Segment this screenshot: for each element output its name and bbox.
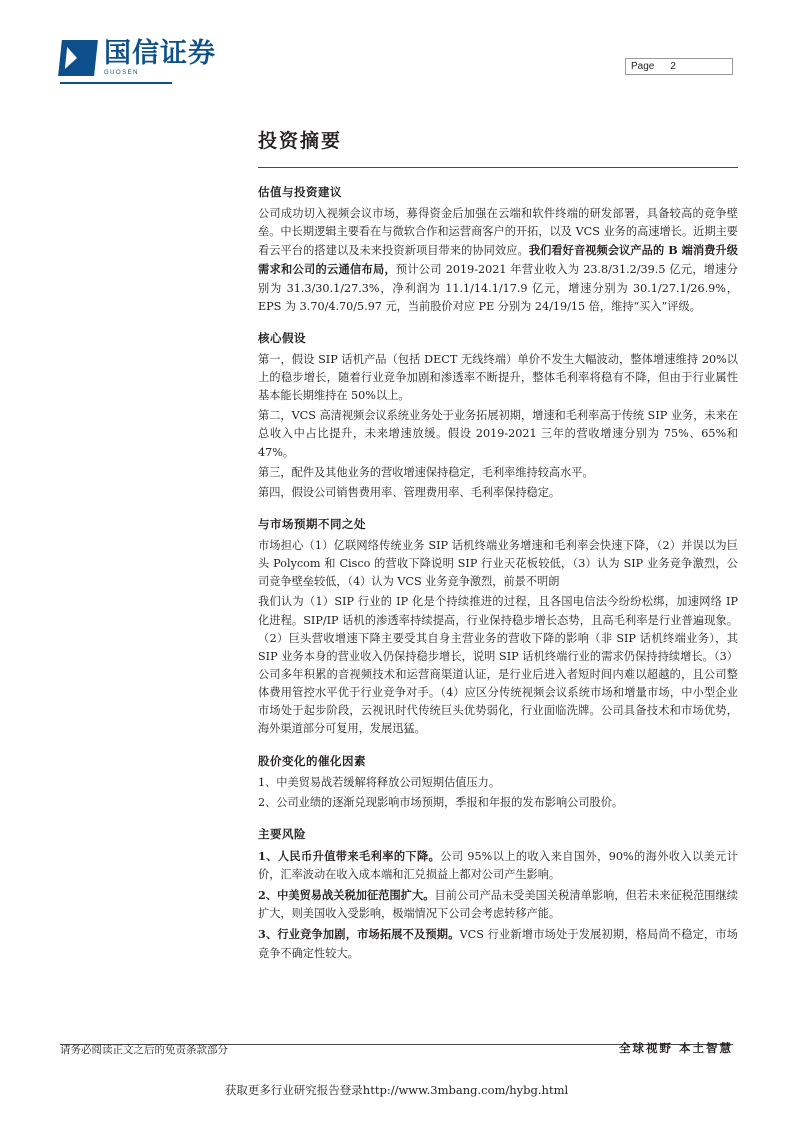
footer-source-note: 获取更多行业研究报告登录http://www.3mbang.com/hybg.html <box>224 1083 569 1097</box>
section-heading: 核心假设 <box>258 330 306 345</box>
section-paragraph <box>258 351 738 405</box>
page-number-badge <box>625 58 733 75</box>
paragraph-run: 第二，VCS 高清视频会议系统业务处于业务拓展初期，增速和毛利率高于传统 SIP 业务，未来在总收入中占比提升，未来增速放缓。假设 2019-2021 三年的营收增速分别为 75%、65%和 47%。 <box>258 409 738 459</box>
paragraph-run: 公司成功切入视频会议市场，募得资金后加强在云端和软件终端的研发部署，具备较高的竞争壁垒。中长期逻辑主要看在与微软合作和运营商客户的开拓，以及 VCS 业务的高速增长。近期主要看云平台的搭建以及未来投资新项目带来的协同效应。 <box>258 207 738 258</box>
page-title: 投资摘要 <box>258 130 343 152</box>
paragraph-run: 预计公司 2019-2021 年营业收入为 23.8/31.2/39.5 亿元，增速分别为 31.3/30.1/27.3%，净利润为 11.1/14.1/17.9 亿元，增速分别为 30.1/27.1/26.9%，EPS 为 3.70/4.70/5.97 元，当前股价对应 PE 分别为 24/19/15 倍，维持“买入”评级。 <box>258 263 738 313</box>
section-paragraph <box>258 464 738 482</box>
section-heading: 与市场预期不同之处 <box>258 516 366 531</box>
paragraph-run: 1、中美贸易战若缓解将释放公司短期估值压力。 <box>258 775 501 789</box>
document-body <box>258 126 738 970</box>
footer-disclaimer: 请务必阅读正文之后的免责条款部分 <box>60 1044 228 1056</box>
paragraph-run: 第三，配件及其他业务的营收增速保持稳定，毛利率维持较高水平。 <box>258 465 594 479</box>
guosen-logo-icon <box>58 40 98 76</box>
paragraph-run: 2、公司业绩的逐渐兑现影响市场预期，季报和年报的发布影响公司股价。 <box>258 795 624 809</box>
section-paragraph <box>258 407 738 461</box>
section-paragraph <box>258 925 738 962</box>
paragraph-run: 目前公司产品未受美国关税清单影响，但若未来征税范围继续扩大，则美国收入受影响，极端情况下公司会考虑转移产能。 <box>258 889 738 921</box>
logo-company-pinyin: GUOSEN <box>104 70 140 76</box>
paragraph-run-bold: 我们看好音视频会议产品的 B 端消费升级需求和公司的云通信布局， <box>258 243 738 277</box>
section-paragraph <box>258 593 738 738</box>
paragraph-run: 第一，假设 SIP 话机产品（包括 DECT 无线终端）单价不发生大幅波动，整体增速维持 20%以上的稳步增长，随着行业竞争加剧和渗透率不断提升，整体毛利率将稳有不降，但由于行业属性基本能长期维持在 50%以上。 <box>258 352 738 403</box>
section-heading: 估值与投资建议 <box>258 185 342 199</box>
paragraph-run-bold: 1、人民币升值带来毛利率的下降。 <box>258 848 441 863</box>
section-paragraph <box>258 847 738 884</box>
section-paragraph <box>258 205 738 316</box>
logo-underline <box>60 82 172 84</box>
page-label: Page <box>631 61 655 72</box>
section-paragraph <box>258 886 738 923</box>
footer-slogan: 全球视野 本土智慧 <box>618 1041 733 1055</box>
section-paragraph <box>258 774 738 792</box>
section-paragraph <box>258 537 738 591</box>
company-logo <box>60 40 216 76</box>
paragraph-run: 公司 95%以上的收入来自国外，90%的海外收入以美元计价，汇率波动在收入成本端和汇兑损益上都对公司产生影响。 <box>258 849 738 881</box>
page-header <box>0 36 793 92</box>
title-divider <box>258 167 738 168</box>
paragraph-run: 我们认为（1）SIP 行业的 IP 化是个持续推进的过程，且各国电信法今纷纷松绑，加速网络 IP 化进程。SIP/IP 话机的渗透率持续提高，行业保持稳步增长态势，且高毛利率是行业普遍现象。（2）巨头营收增速下降主要受其自身主营业务的营收下降的影响（非 SIP 话机终端业务），其 SIP 业务本身的营业收入仍保持稳步增长，说明 SIP 话机终端行业的需求仍保持持续增长。（3）公司多年积累的音视频技术和运营商渠道认证，是行业后进入者短时间内难以超越的，且公司整体费用管控水平优于行业竞争对手。（4）应区分传统视频会议系统市场和增量市场，中小型企业市场处于起步阶段，云视讯时代传统巨头优势弱化，行业面临洗牌。公司具备技术和市场优势，海外渠道部分可复用，发展迅猛。 <box>258 595 738 736</box>
section-paragraph <box>258 484 738 502</box>
paragraph-run: 第四，假设公司销售费用率、管理费用率、毛利率保持稳定。 <box>258 485 561 499</box>
section-heading: 主要风险 <box>258 826 306 841</box>
logo-company-name: 国信证券 <box>104 38 216 69</box>
page-number: 2 <box>670 61 676 72</box>
paragraph-run-bold: 3、行业竞争加剧，市场拓展不及预期。 <box>258 927 460 942</box>
paragraph-run-bold: 2、中美贸易战关税加征范围扩大。 <box>258 888 435 903</box>
section-heading: 股价变化的催化因素 <box>258 753 366 768</box>
paragraph-run: VCS 行业新增市场处于发展初期，格局尚不稳定，市场竞争不确定性较大。 <box>258 928 738 960</box>
paragraph-run: 市场担心（1）亿联网络传统业务 SIP 话机终端业务增速和毛利率会快速下降，（2）并误以为巨头 Polycom 和 Cisco 的营收下降说明 SIP 行业天花板较低，（3）认为 SIP 业务竞争激烈，公司竞争壁垒较低，（4）认为 VCS 业务竞争激烈，前景不明朗 <box>258 538 738 589</box>
section-paragraph <box>258 794 738 812</box>
sections-container <box>258 184 738 963</box>
